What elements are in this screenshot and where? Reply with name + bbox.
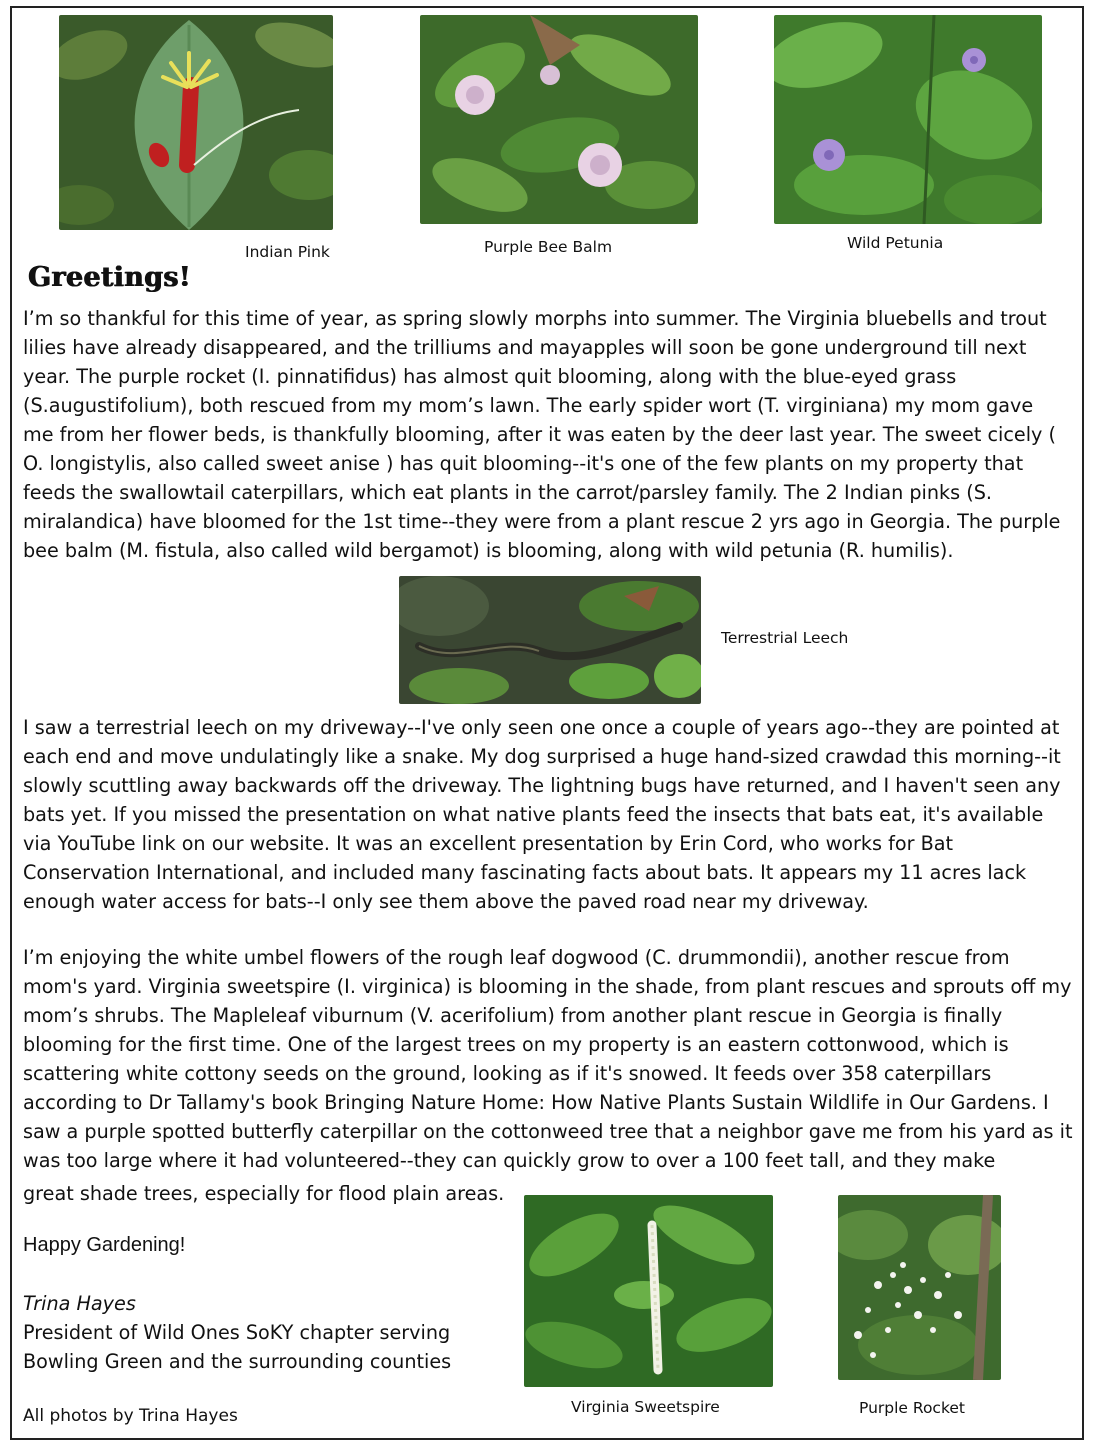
terrestrial-leech-caption: Terrestrial Leech	[721, 629, 849, 647]
closing-line: Happy Gardening!	[23, 1234, 186, 1256]
virginia-sweetspire-photo	[524, 1195, 773, 1387]
signature-name: Trina Hayes	[23, 1292, 136, 1315]
purple-bee-balm-caption: Purple Bee Balm	[484, 238, 613, 256]
signature-title-line2: Bowling Green and the surrounding counties	[23, 1350, 452, 1373]
wild-petunia-caption: Wild Petunia	[847, 234, 944, 252]
paragraph-intro: I’m so thankful for this time of year, as spring slowly morphs into summer. The Virginia bluebells and trout lilies have already disappeared, and the trilliums and mayapples will soon be gone underground till next year. The purple rocket (I. pinnatifidus) has almost quit blooming, along with the blue-eyed grass (S.augustifolium), both rescued from my mom’s lawn. The early spider wort (T. virginiana) my mom gave me from her flower beds, is thankfully blooming, after it was eaten by the deer last year. The sweet cicely ( O. longistylis, also called sweet anise ) has quit blooming--it's one of the few plants on my property that feeds the swallowtail caterpillars, which eat plants in the carrot/parsley family. The 2 Indian pinks (S. miralandica) have bloomed for the 1st time--they were from a plant rescue 2 yrs ago in Georgia. The purple bee balm (M. fistula, also called wild bergamot) is blooming, along with wild petunia (R. humilis).	[23, 307, 1061, 562]
purple-rocket-photo	[838, 1195, 1001, 1380]
purple-bee-balm-photo	[420, 15, 698, 224]
wild-petunia-photo	[774, 15, 1042, 224]
virginia-sweetspire-caption: Virginia Sweetspire	[571, 1398, 720, 1416]
paragraph-dogwood: I’m enjoying the white umbel flowers of the rough leaf dogwood (C. drummondii), another rescue from mom's yard. Virginia sweetspire (I. virginica) is blooming in the shade, from plant rescues and sprouts off my mom’s shrubs. The Mapleleaf viburnum (V. acerifolium) from another plant rescue in Georgia is finally blooming for the first time. One of the largest trees on my property is an eastern cottonwood, which is scattering white cottony seeds on the ground, looking as if it's snowed. It feeds over 358 caterpillars according to Dr Tallamy's book Bringing Nature Home: How Native Plants Sustain Wildlife in Our Gardens. I saw a purple spotted butterfly caterpillar on the cottonweed tree that a neighbor gave me from his yard as it was too large where it had volunteered--they can quickly grow to over a 100 feet tall, and they make	[23, 946, 1073, 1172]
indian-pink-photo	[59, 15, 333, 230]
paragraph-dogwood-tail: great shade trees, especially for flood plain areas.	[23, 1182, 505, 1205]
greeting-heading: Greetings!	[28, 262, 191, 293]
photo-credit: All photos by Trina Hayes	[23, 1406, 238, 1426]
paragraph-leech: I saw a terrestrial leech on my driveway--I've only seen one once a couple of years ago--they are pointed at each end and move undulatingly like a snake. My dog surprised a huge hand-sized crawdad this morning--it slowly scuttling away backwards off the driveway. The lightning bugs have returned, and I haven't seen any bats yet. If you missed the presentation on what native plants feed the insects that bats eat, it's available via YouTube link on our website. It was an excellent presentation by Erin Cord, who works for Bat Conservation International, and included many fascinating facts about bats. It appears my 11 acres lack enough water access for bats--I only see them above the paved road near my driveway.	[23, 716, 1061, 913]
terrestrial-leech-photo	[399, 576, 701, 704]
indian-pink-caption: Indian Pink	[245, 243, 330, 261]
purple-rocket-caption: Purple Rocket	[859, 1399, 965, 1417]
signature-title-line1: President of Wild Ones SoKY chapter serving	[23, 1321, 451, 1344]
